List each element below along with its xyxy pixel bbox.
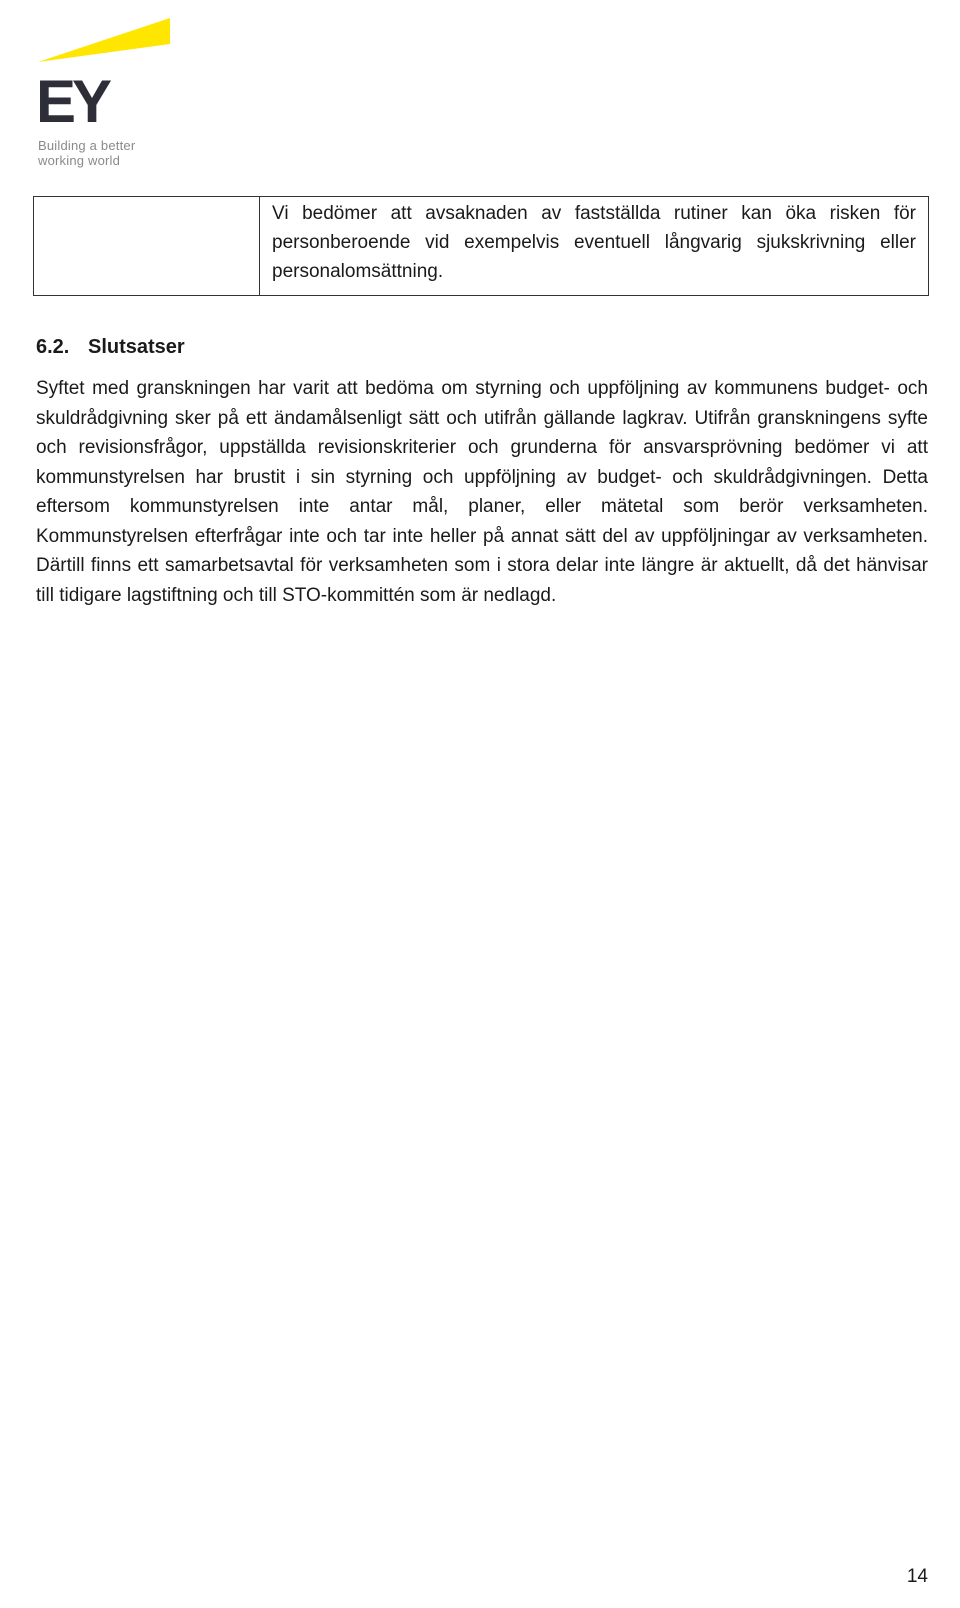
page-number: 14 bbox=[906, 1566, 928, 1587]
logo-tagline bbox=[38, 138, 135, 168]
section-heading bbox=[36, 336, 185, 359]
logo-tagline-line1: Building a better bbox=[38, 138, 136, 153]
logo-beam bbox=[38, 18, 170, 62]
logo-tagline-line2: working world bbox=[38, 153, 121, 168]
assessment-label-cell bbox=[34, 197, 260, 295]
section-title: Slutsatser bbox=[88, 336, 185, 358]
assessment-text: Vi bedömer att avsaknaden av fastställda rutiner kan öka risken för personberoende vid exempelvis eventuell långvarig sjukskrivning eller personalomsättning. bbox=[272, 203, 916, 282]
logo-wordmark: EY bbox=[36, 68, 109, 134]
assessment-table bbox=[33, 196, 929, 296]
ey-logo-mark bbox=[36, 14, 186, 134]
ey-logo bbox=[36, 14, 186, 174]
conclusions-paragraph: Syftet med granskningen har varit att bedöma om styrning och uppföljning av kommunens budget- och skuldrådgivning sker på ett ändamålsenligt sätt och utifrån gällande lagkrav. Utifrån granskningens syfte och revisionsfrågor, uppställda revisionskriterier och grunderna för ansvarsprövning bedömer vi att kommunstyrelsen har brustit i sin styrning och uppföljning av budget- och skuldrådgivningen. Detta eftersom kommunstyrelsen inte antar mål, planer, eller mätetal som berör verksamheten. Kommunstyrelsen efterfrågar inte och tar inte heller på annat sätt del av uppföljningar av verksamheten. Därtill finns ett samarbetsavtal för verksamheten som i stora delar inte längre är aktuellt, då det hänvisar till tidigare lagstiftning och till STO-kommittén som är nedlagd. bbox=[36, 378, 928, 606]
section-number: 6.2. bbox=[36, 336, 70, 358]
